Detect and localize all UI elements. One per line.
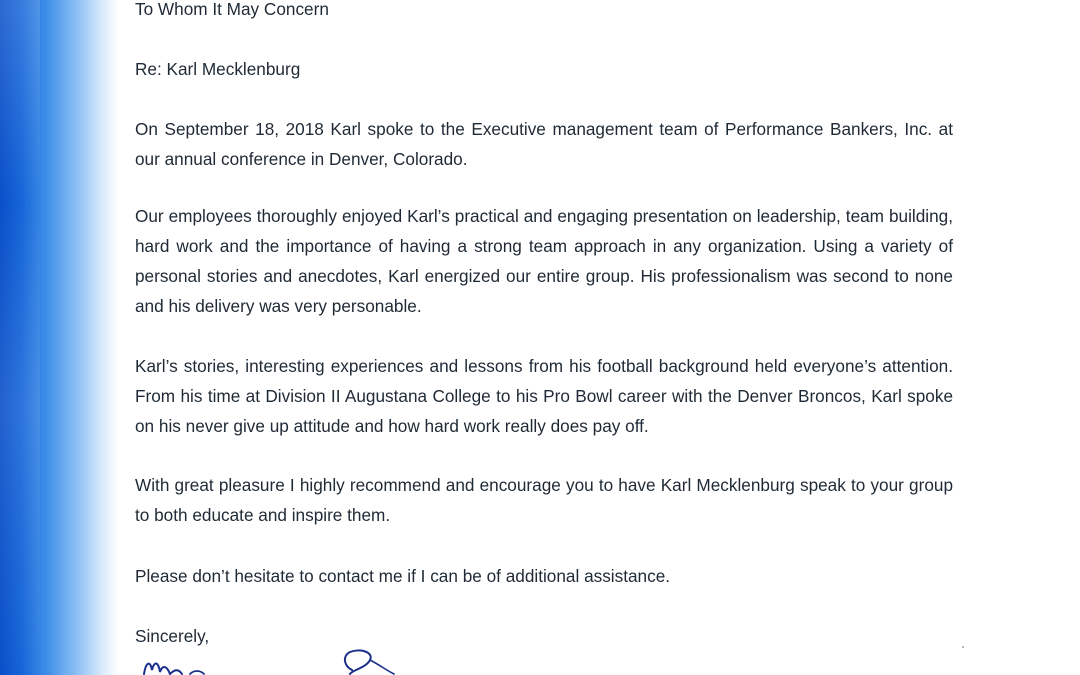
paragraph-presentation: Our employees thoroughly enjoyed Karl’s practical and engaging presentation on leadership, team building, hard work and the importance of having a strong team approach in any organization. Using a variety of personal stories and anecdotes, Karl energized our entire group. His professionalism was second to none and his delivery was very personable. — [135, 206, 953, 316]
subject-line: Re: Karl Mecklenburg — [135, 59, 301, 79]
paragraph-contact: Please don’t hesitate to contact me if I can be of additional assistance. — [135, 566, 671, 586]
salutation: To Whom It May Concern — [135, 0, 329, 19]
handwritten-signature — [138, 640, 398, 675]
letterhead-blue-band — [0, 0, 118, 675]
closing: Sincerely, — [135, 626, 210, 646]
paragraph-event: On September 18, 2018 Karl spoke to the Executive management team of Performance Bankers, Inc. at our annual conference in Denver, Colorado. — [135, 119, 953, 169]
paragraph-background: Karl’s stories, interesting experiences and lessons from his football background held everyone’s attention. From his time at Division II Augustana College to his Pro Bowl career with the Denver Broncos, Karl spoke on his never give up attitude and how hard work really does pay off. — [135, 356, 953, 436]
scan-speck — [962, 646, 964, 648]
signature-drawing — [138, 640, 398, 675]
paragraph-recommendation: With great pleasure I highly recommend and encourage you to have Karl Mecklenburg speak to your group to both educate and inspire them. — [135, 475, 953, 525]
